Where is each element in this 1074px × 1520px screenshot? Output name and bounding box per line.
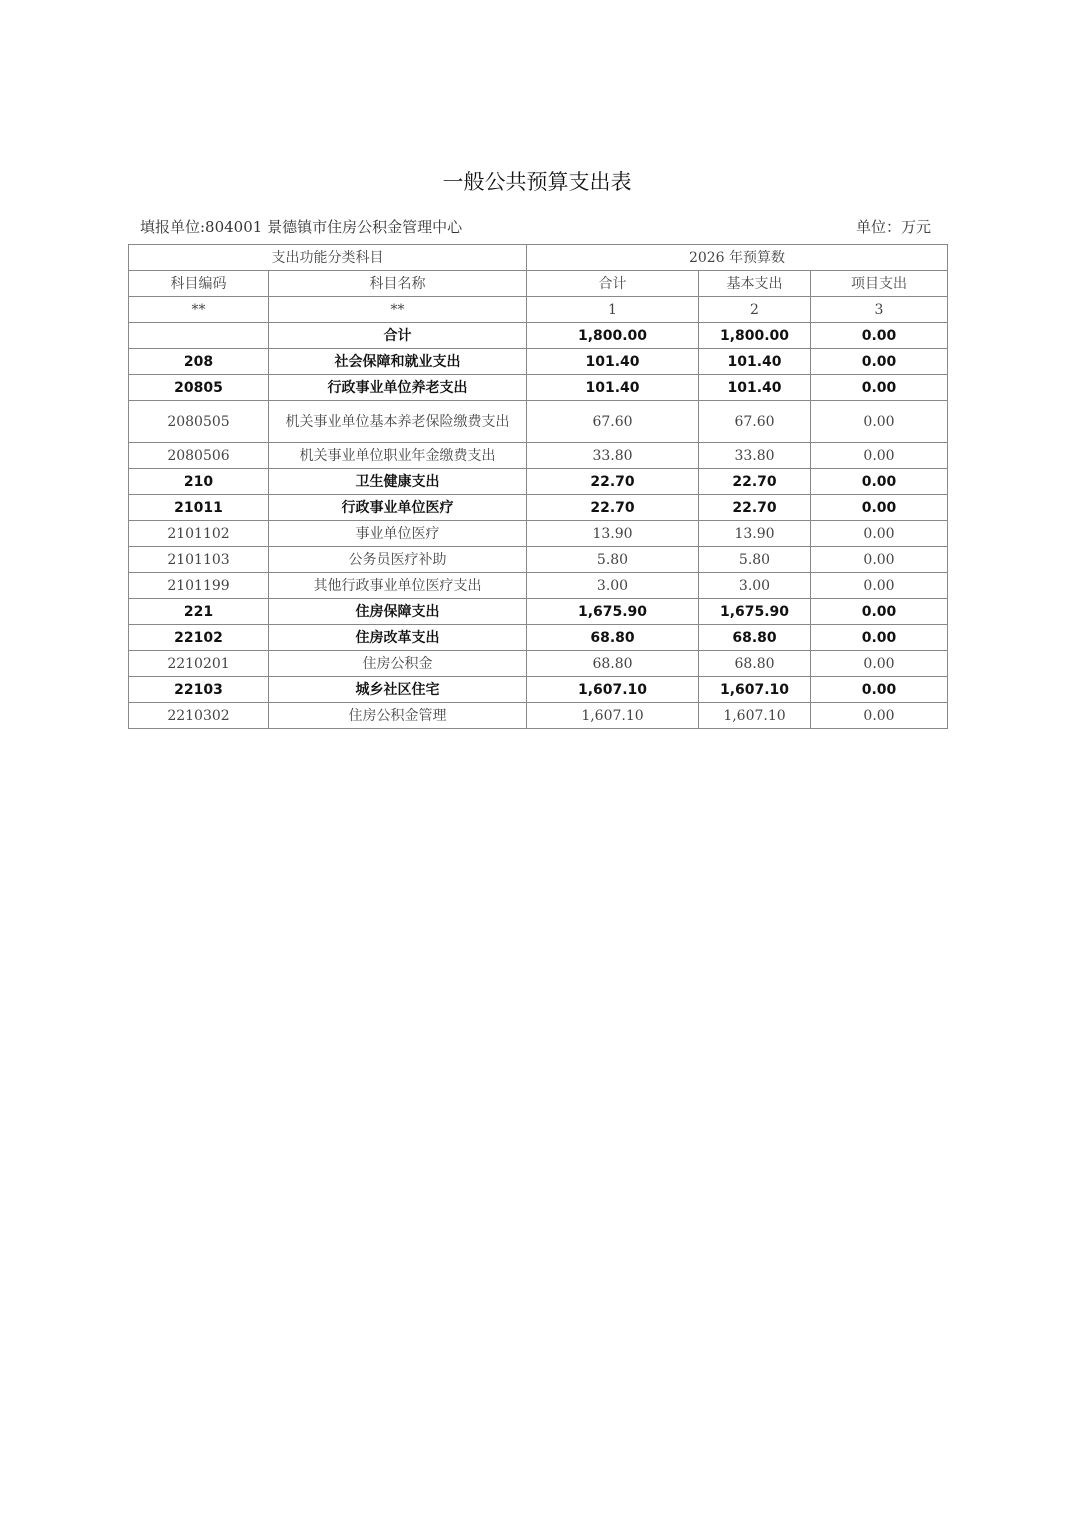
header-group-row xyxy=(129,245,948,271)
cell-basic: 68.80 xyxy=(699,625,811,651)
cell-total: 1,607.10 xyxy=(527,703,699,729)
index-name: ** xyxy=(269,297,527,323)
cell-basic: 1,607.10 xyxy=(699,677,811,703)
header-basic: 基本支出 xyxy=(699,271,811,297)
cell-total: 1,800.00 xyxy=(527,323,699,349)
table-row xyxy=(129,521,948,547)
table-row xyxy=(129,651,948,677)
index-total: 1 xyxy=(527,297,699,323)
table-row xyxy=(129,495,948,521)
cell-project: 0.00 xyxy=(811,703,948,729)
cell-basic: 22.70 xyxy=(699,495,811,521)
index-basic: 2 xyxy=(699,297,811,323)
header-category-group: 支出功能分类科目 xyxy=(129,245,527,271)
cell-basic: 5.80 xyxy=(699,547,811,573)
header-code: 科目编码 xyxy=(129,271,269,297)
cell-code: 2101102 xyxy=(129,521,269,547)
header-project: 项目支出 xyxy=(811,271,948,297)
cell-project: 0.00 xyxy=(811,651,948,677)
cell-basic: 13.90 xyxy=(699,521,811,547)
header-budget-group: 2026 年预算数 xyxy=(527,245,948,271)
cell-code: 208 xyxy=(129,349,269,375)
currency-unit: 单位：万元 xyxy=(856,218,932,236)
cell-total: 13.90 xyxy=(527,521,699,547)
cell-name: 其他行政事业单位医疗支出 xyxy=(269,573,527,599)
table-row xyxy=(129,625,948,651)
table-row xyxy=(129,349,948,375)
cell-name: 公务员医疗补助 xyxy=(269,547,527,573)
cell-basic: 101.40 xyxy=(699,349,811,375)
cell-code: 22102 xyxy=(129,625,269,651)
cell-project: 0.00 xyxy=(811,547,948,573)
cell-basic: 68.80 xyxy=(699,651,811,677)
cell-name: 机关事业单位职业年金缴费支出 xyxy=(269,443,527,469)
cell-total: 1,607.10 xyxy=(527,677,699,703)
cell-name: 事业单位医疗 xyxy=(269,521,527,547)
cell-code: 2101103 xyxy=(129,547,269,573)
cell-code: 2080505 xyxy=(129,401,269,443)
table-row xyxy=(129,469,948,495)
cell-code: 22103 xyxy=(129,677,269,703)
cell-code xyxy=(129,323,269,349)
table-row xyxy=(129,703,948,729)
cell-project: 0.00 xyxy=(811,495,948,521)
cell-code: 210 xyxy=(129,469,269,495)
cell-total: 68.80 xyxy=(527,625,699,651)
cell-name: 合计 xyxy=(269,323,527,349)
table-row xyxy=(129,375,948,401)
cell-name: 卫生健康支出 xyxy=(269,469,527,495)
cell-code: 20805 xyxy=(129,375,269,401)
cell-project: 0.00 xyxy=(811,599,948,625)
table-row xyxy=(129,401,948,443)
cell-project: 0.00 xyxy=(811,323,948,349)
cell-name: 住房公积金 xyxy=(269,651,527,677)
table-row xyxy=(129,573,948,599)
cell-total: 1,675.90 xyxy=(527,599,699,625)
table-row xyxy=(129,599,948,625)
budget-table xyxy=(128,244,948,729)
cell-name: 社会保障和就业支出 xyxy=(269,349,527,375)
table-row xyxy=(129,677,948,703)
header-column-row xyxy=(129,271,948,297)
cell-total: 101.40 xyxy=(527,375,699,401)
index-project: 3 xyxy=(811,297,948,323)
cell-project: 0.00 xyxy=(811,349,948,375)
index-code: ** xyxy=(129,297,269,323)
cell-code: 2210201 xyxy=(129,651,269,677)
reporting-unit: 填报单位:804001 景德镇市住房公积金管理中心 xyxy=(140,218,463,236)
cell-total: 68.80 xyxy=(527,651,699,677)
table-row xyxy=(129,547,948,573)
cell-project: 0.00 xyxy=(811,469,948,495)
cell-total: 3.00 xyxy=(527,573,699,599)
cell-basic: 33.80 xyxy=(699,443,811,469)
page-title: 一般公共预算支出表 xyxy=(442,170,632,194)
cell-name: 城乡社区住宅 xyxy=(269,677,527,703)
cell-total: 101.40 xyxy=(527,349,699,375)
cell-project: 0.00 xyxy=(811,443,948,469)
cell-project: 0.00 xyxy=(811,401,948,443)
cell-name: 住房改革支出 xyxy=(269,625,527,651)
cell-basic: 22.70 xyxy=(699,469,811,495)
cell-name: 住房公积金管理 xyxy=(269,703,527,729)
cell-project: 0.00 xyxy=(811,573,948,599)
cell-basic: 1,800.00 xyxy=(699,323,811,349)
cell-basic: 1,607.10 xyxy=(699,703,811,729)
cell-code: 2210302 xyxy=(129,703,269,729)
cell-code: 21011 xyxy=(129,495,269,521)
table-row xyxy=(129,323,948,349)
cell-basic: 67.60 xyxy=(699,401,811,443)
cell-project: 0.00 xyxy=(811,677,948,703)
cell-name: 机关事业单位基本养老保险缴费支出 xyxy=(269,401,527,443)
cell-code: 2080506 xyxy=(129,443,269,469)
cell-project: 0.00 xyxy=(811,625,948,651)
cell-project: 0.00 xyxy=(811,521,948,547)
cell-code: 221 xyxy=(129,599,269,625)
cell-project: 0.00 xyxy=(811,375,948,401)
cell-total: 22.70 xyxy=(527,495,699,521)
cell-total: 22.70 xyxy=(527,469,699,495)
cell-basic: 3.00 xyxy=(699,573,811,599)
cell-name: 住房保障支出 xyxy=(269,599,527,625)
header-total: 合计 xyxy=(527,271,699,297)
cell-total: 5.80 xyxy=(527,547,699,573)
cell-basic: 101.40 xyxy=(699,375,811,401)
cell-code: 2101199 xyxy=(129,573,269,599)
cell-total: 67.60 xyxy=(527,401,699,443)
budget-table-body xyxy=(129,245,948,729)
cell-name: 行政事业单位养老支出 xyxy=(269,375,527,401)
cell-total: 33.80 xyxy=(527,443,699,469)
cell-name: 行政事业单位医疗 xyxy=(269,495,527,521)
header-name: 科目名称 xyxy=(269,271,527,297)
cell-basic: 1,675.90 xyxy=(699,599,811,625)
header-index-row xyxy=(129,297,948,323)
table-row xyxy=(129,443,948,469)
